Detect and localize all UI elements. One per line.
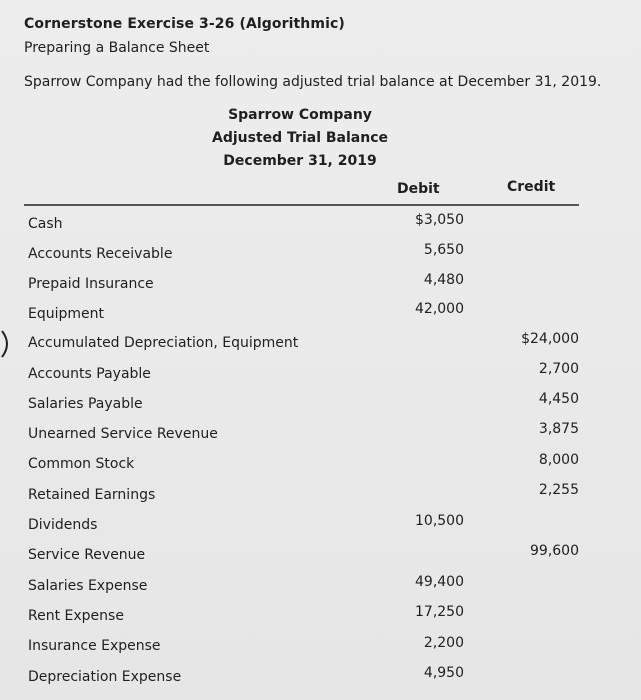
exercise-title: Cornerstone Exercise 3-26 (Algorithmic) [24,16,345,32]
debit-column-header: Debit [397,181,440,197]
company-name: Sparrow Company [228,107,372,123]
debit-amount: $3,050 [415,212,464,228]
header-rule [24,204,579,206]
account-label: Retained Earnings [28,487,156,503]
account-label: Accumulated Depreciation, Equipment [28,335,299,351]
account-label: Accounts Receivable [28,246,173,262]
credit-amount: 3,875 [538,421,579,437]
debit-amount: 4,950 [423,665,464,681]
debit-amount: 4,480 [423,272,464,288]
debit-amount: 5,650 [423,242,464,258]
credit-amount: 8,000 [538,452,579,468]
debit-amount: 10,500 [415,513,464,529]
account-label: Equipment [28,306,104,322]
account-label: Unearned Service Revenue [28,426,218,442]
debit-amount: 49,400 [415,574,464,590]
account-label: Rent Expense [28,608,124,624]
bracket-icon [0,330,14,358]
account-label: Salaries Payable [28,396,143,412]
statement-date: December 31, 2019 [223,153,377,169]
debit-amount: 42,000 [415,301,464,317]
statement-name: Adjusted Trial Balance [212,130,388,146]
debit-amount: 17,250 [415,604,464,620]
credit-amount: 4,450 [538,391,579,407]
account-label: Service Revenue [28,547,146,563]
account-label: Prepaid Insurance [28,276,154,292]
credit-amount: 2,700 [538,361,579,377]
account-label: Insurance Expense [28,638,161,654]
account-label: Common Stock [28,456,135,472]
account-label: Accounts Payable [28,366,151,382]
credit-amount: $24,000 [521,331,579,347]
debit-amount: 2,200 [423,635,464,651]
account-label: Dividends [28,517,98,533]
account-label: Depreciation Expense [28,669,182,685]
credit-column-header: Credit [507,179,556,195]
account-label: Cash [28,216,63,232]
credit-amount: 99,600 [530,543,579,559]
credit-amount: 2,255 [538,482,579,498]
exercise-intro: Sparrow Company had the following adjusted trial balance at December 31, 2019. [24,74,602,90]
exercise-subtitle: Preparing a Balance Sheet [24,40,210,56]
account-label: Salaries Expense [28,578,148,594]
